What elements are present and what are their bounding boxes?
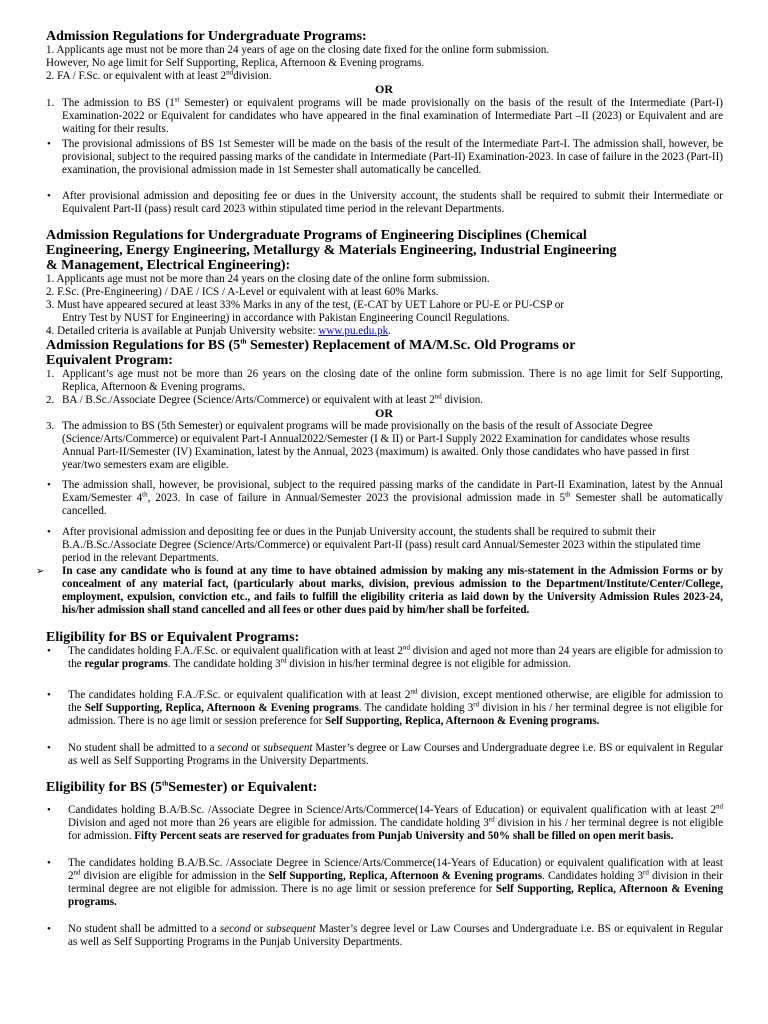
engineering-test-item-cont: Entry Test by NUST for Engineering) in accordance with Pakistan Engineering Council Regulations. xyxy=(62,312,510,324)
bs5-self-supporting-bullet: The candidates holding B.A/B.Sc. /Associate Degree in Science/Arts/Commerce(14-Years of Education) or equivalent qualification with at least 2nd division are eligible for admission in the Self Supporting, Replica, Afternoon & Evening programs. Candidates holding 3rd division in their terminal degree are not eligible for admission. There is no age limit or session preference for Self Supporting, Replica, Afternoon & Evening programs. xyxy=(68,857,723,908)
bullet-icon: • xyxy=(47,138,51,150)
engineering-age-item: 1. Applicants age must not be more than 24 years on the closing date of the online form submission. xyxy=(46,273,490,285)
arrow-bullet-icon: ➢ xyxy=(36,566,45,577)
list-number: 1. xyxy=(46,368,55,380)
bullet-icon: • xyxy=(47,742,51,754)
bullet-icon: • xyxy=(47,645,51,657)
list-number: 2. xyxy=(46,394,55,406)
bs5-provisional-item: The admission to BS (5th Semester) or equivalent programs will be made provisionally on the basis of the result of Associate Degree (Science/Arts/Commerce) or equivalent Part-I Annual2022/Semester (I & II) or Part-I Supply 2022 Examination for candidates whose results Annual Part-II/Semester (IV) Examination, latest by the Annual, 2023 (maximum) is awaited. Only those candidates who have passed in first year/two semesters exam are eligible. xyxy=(62,420,690,471)
result-card-bullet: After provisional admission and depositing fee or dues in the University account, the students shall be required to submit their Intermediate or Equivalent Part-II (pass) result card 2023 within stipulated time period in the relevant Departments. xyxy=(62,190,723,215)
heading-undergraduate-regulations: Admission Regulations for Undergraduate Programs: xyxy=(46,29,367,44)
heading-engineering-regulations-line3: & Management, Electrical Engineering): xyxy=(46,258,291,273)
bullet-icon: • xyxy=(47,479,51,491)
criteria-item: 4. Detailed criteria is available at Punjab University website: www.pu.edu.pk. xyxy=(46,325,391,337)
bullet-icon: • xyxy=(47,190,51,202)
bullet-icon: • xyxy=(47,857,51,869)
heading-engineering-regulations-line1: Admission Regulations for Undergraduate Programs of Engineering Disciplines (Chemical xyxy=(46,228,587,243)
bs5-second-degree-bullet: No student shall be admitted to a second or subsequent Master’s degree level or Law Courses and Undergraduate i.e. BS or equivalent in Regular as well as Self Supporting Programs in the Punjab University Departments. xyxy=(68,923,723,948)
bullet-icon: • xyxy=(47,804,51,816)
bs5-degree-item: BA / B.Sc./Associate Degree (Science/Arts/Commerce) or equivalent with at least 2nd division. xyxy=(62,392,484,406)
engineering-test-item: 3. Must have appeared secured at least 33% Marks in any of the test, (E-CAT by UET Lahore or PU-E or PU-CSP or xyxy=(46,299,565,311)
regular-eligibility-bullet: The candidates holding F.A./F.Sc. or equivalent qualification with at least 2nd division and aged not more than 24 years are eligible for admission to the regular programs. The candidate holding 3rd division in his/her terminal degree is not eligible for admission. xyxy=(68,643,723,670)
list-number: 1. xyxy=(46,97,55,109)
pu-website-link[interactable]: www.pu.edu.pk xyxy=(318,325,389,337)
age-limit-note: However, No age limit for Self Supporting, Replica, Afternoon & Evening programs. xyxy=(46,57,425,69)
bs5-eligibility-bullet: Candidates holding B.A/B.Sc. /Associate Degree in Science/Arts/Commerce(14-Years of Education) or equivalent qualification with at least 2nd Division and aged not more than 26 years are eligible for admission. The candidate holding 3rd division in his / her terminal degree is not eligible for admission. Fifty Percent seats are reserved for graduates from Punjab University and 50% shall be filled on open merit basis. xyxy=(68,802,723,842)
heading-eligibility-bs5: Eligibility for BS (5thSemester) or Equivalent: xyxy=(46,779,318,795)
fa-fsc-item: 2. FA / F.Sc. or equivalent with at least 2nddivision. xyxy=(46,68,272,82)
age-rule-item: 1. Applicants age must not be more than 24 years of age on the closing date fixed for the online form submission. xyxy=(46,44,550,56)
bs5-age-item: Applicant’s age must not be more than 26 years on the closing date of the online form submission. There is no age limit for Self Supporting, Replica, Afternoon & Evening programs. xyxy=(62,368,723,393)
heading-bs5-replacement-line2: Equivalent Program: xyxy=(46,353,173,368)
bs5-part2-bullet: The admission shall, however, be provisional, subject to the required passing marks of the candidate in Part-II Examination, latest by the Annual Exam/Semester 4th, 2023. In case of failure in Annual/Semester 2023 the provisional admission made in 5th Semester shall be automatically cancelled. xyxy=(62,479,723,517)
heading-bs5-replacement: Admission Regulations for BS (5th Semester) Replacement of MA/M.Sc. Old Programs or xyxy=(46,337,576,353)
self-supporting-eligibility-bullet: The candidates holding F.A./F.Sc. or equivalent qualification with at least 2nd division, except mentioned otherwise, are eligible for admission to the Self Supporting, Replica, Afternoon & Evening programs. The candidate holding 3rd division in his / her terminal degree is not eligible for admission. There is no age limit or session preference for Self Supporting, Replica, Afternoon & Evening programs. xyxy=(68,687,724,727)
or-separator: OR xyxy=(375,82,393,96)
bullet-icon: • xyxy=(47,689,51,701)
bullet-icon: • xyxy=(47,526,51,538)
list-number: 3. xyxy=(46,420,55,432)
or-separator: OR xyxy=(375,406,393,420)
provisional-admission-bullet: The provisional admissions of BS 1st Semester will be made on the basis of the result of the Intermediate Part-I. The admission shall, however, be provisional, subject to the required passing marks of the candidate in Intermediate (Part-II) Examination-2023. In case of failure in the 2023 (Part-II) examination, the provisional admission made in 1st Semester shall automatically be cancelled. xyxy=(62,138,723,176)
heading-eligibility-bs: Eligibility for BS or Equivalent Programs: xyxy=(46,630,300,645)
heading-engineering-regulations-line2: Engineering, Energy Engineering, Metallurgy & Materials Engineering, Industrial Engineering xyxy=(46,243,617,258)
mis-statement-warning: In case any candidate who is found at any time to have obtained admission by making any mis-statement in the Admission Forms or by concealment of any material fact, (particularly about marks, division, previous admission to the Department/Institute/Center/College, employment, expulsion, conviction etc., and fails to fulfill the eligibility criteria as laid down by the University Admission Rules 2023-24, his/her admission shall stand cancelled and all fees or other dues paid by him/her shall be forfeited. xyxy=(62,565,723,616)
second-degree-bullet: No student shall be admitted to a second or subsequent Master’s degree or Law Courses and Undergraduate degree i.e. BS or equivalent in Regular as well as Self Supporting Programs in the University Departments. xyxy=(68,742,724,767)
bullet-icon: • xyxy=(47,923,51,935)
bs-first-semester-item: The admission to BS (1st Semester) or equivalent programs will be made provisionally on the basis of the result of the Intermediate (Part-I) Examination-2022 or Equivalent for candidates who have appeared in the final examination of Intermediate Part –II (2023) or Equivalent and are waiting for their results. xyxy=(62,95,723,135)
bs5-result-card-bullet: After provisional admission and depositing fee or dues in the Punjab University account, the students shall be required to submit their B.A./B.Sc./Associate Degree (Science/Arts/Commerce) or equivalent Part-II (pass) result card Annual/Semester 2023 within the stipulated time period in the relevant Departments. xyxy=(62,526,701,564)
engineering-qualification-item: 2. F.Sc. (Pre-Engineering) / DAE / ICS / A-Level or equivalent with at least 60% Marks. xyxy=(46,286,439,298)
